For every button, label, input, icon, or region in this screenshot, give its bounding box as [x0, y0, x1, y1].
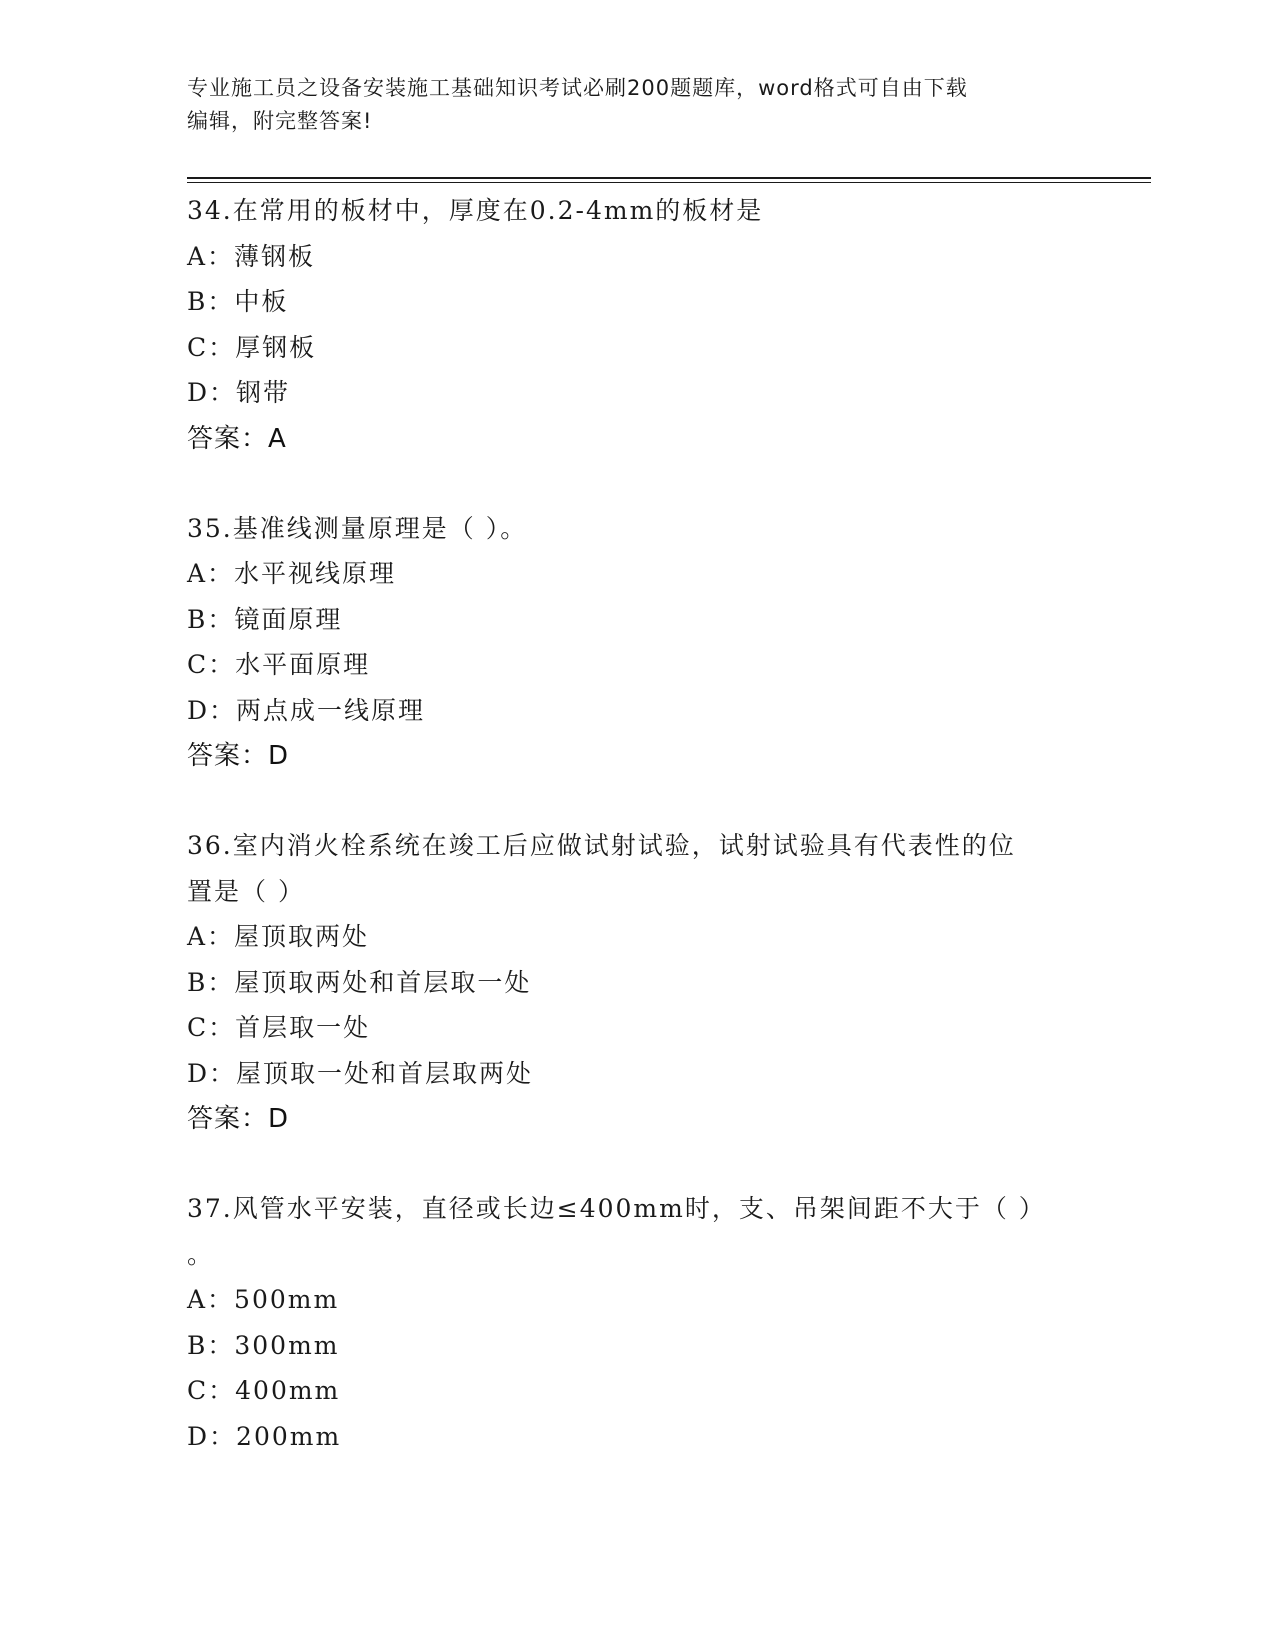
option-b: B：镜面原理	[187, 604, 343, 634]
option-d: D：两点成一线原理	[187, 695, 426, 725]
question-34	[187, 188, 1087, 462]
option-b: B：中板	[187, 287, 289, 316]
question-37	[187, 1186, 1087, 1459]
option-c: C：水平面原理	[187, 650, 371, 679]
header-divider-thin	[187, 182, 1151, 183]
option-b: B：屋顶取两处和首层取一处	[187, 967, 532, 997]
question-35	[187, 506, 1087, 780]
option-d: D：屋顶取一处和首层取两处	[187, 1058, 534, 1088]
option-a: A：薄钢板	[187, 241, 316, 271]
header-title-line-1: 专业施工员之设备安装施工基础知识考试必刷200题题库，word格式可自由下载	[187, 76, 968, 100]
header-divider-thick	[187, 177, 1151, 179]
header-title-line-2: 编辑，附完整答案!	[187, 109, 373, 133]
option-a: A：水平视线原理	[187, 559, 397, 588]
question-stem: 36.室内消火栓系统在竣工后应做试射试验，试射试验具有代表性的位	[187, 831, 1016, 860]
question-stem: 37.风管水平安装，直径或长边≤400mm时，支、吊架间距不大于（ ）	[187, 1194, 1046, 1223]
option-a: A：屋顶取两处	[187, 922, 370, 951]
option-d: D：200mm	[187, 1421, 342, 1451]
answer-label: 答案：D	[187, 1104, 290, 1134]
option-c: C：首层取一处	[187, 1013, 371, 1042]
question-36	[187, 823, 1087, 1142]
option-d: D：钢带	[187, 378, 291, 407]
option-b: B：300mm	[187, 1330, 340, 1360]
question-stem-continued: 。	[187, 1239, 215, 1269]
option-c: C：厚钢板	[187, 332, 317, 362]
answer-label: 答案：A	[187, 423, 287, 454]
option-c: C：400mm	[187, 1376, 341, 1405]
document-header	[187, 72, 1067, 138]
question-stem: 34.在常用的板材中，厚度在0.2-4mm的板材是	[187, 196, 764, 225]
question-stem: 35.基准线测量原理是（ ）。	[187, 513, 528, 543]
question-stem-continued: 置是（ ）	[187, 876, 305, 906]
question-list	[187, 188, 1087, 1503]
answer-label: 答案：D	[187, 741, 290, 771]
option-a: A：500mm	[187, 1285, 340, 1314]
